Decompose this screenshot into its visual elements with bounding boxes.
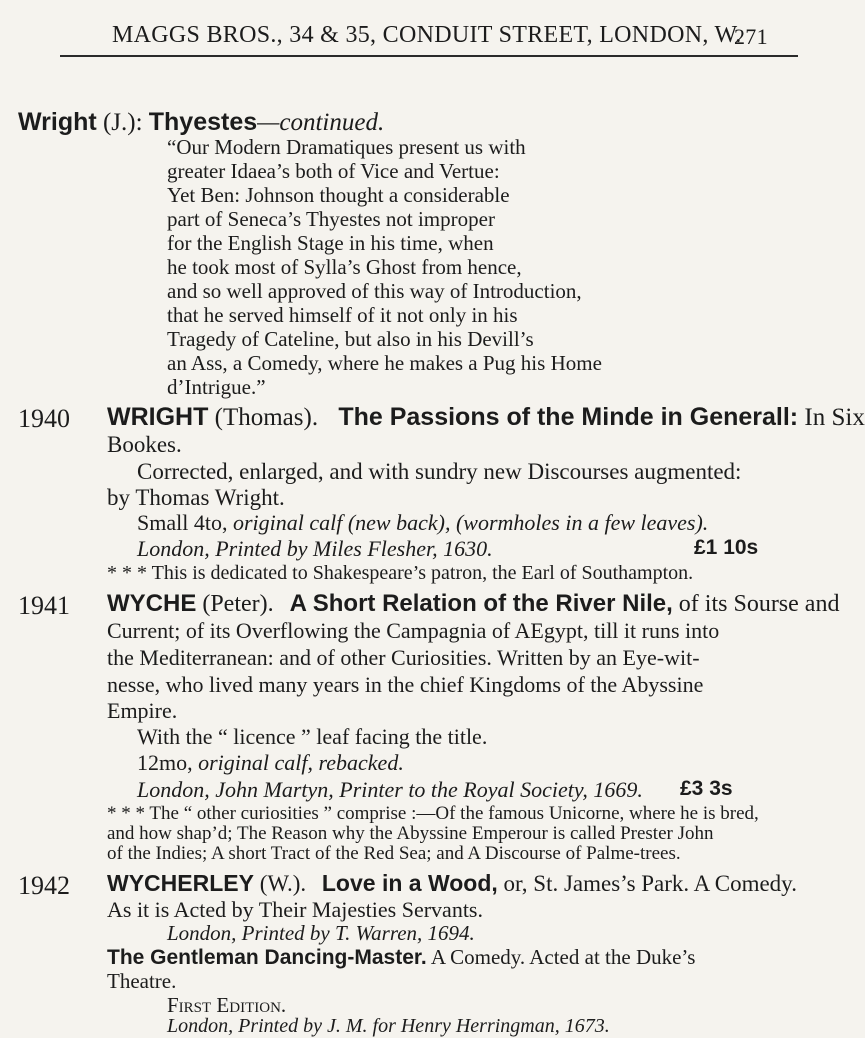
note-line: * * * This is dedicated to Shakespeare’s patron, the Earl of Southampton. [107,562,694,584]
quote-line: an Ass, a Comedy, where he makes a Pug his Home [167,351,602,375]
author-detail: (J.): [96,109,149,136]
lot-number: 1941 [18,591,70,620]
note-line: * * * The “ other curiosities ” comprise :—Of the famous Unicorne, where he is bred, [107,803,759,824]
description-line: by Thomas Wright. [107,485,285,510]
format-line [137,510,708,536]
author-detail: (Thomas). [208,404,319,431]
title-continuation: A Comedy. Acted at the Duke’s [426,945,696,969]
entry-heading [18,108,384,137]
imprint-line: London, Printed by T. Warren, 1694. [167,921,475,945]
description-line: nesse, who lived many years in the chief Kingdoms of the Abyssine [107,672,704,697]
author-name: WYCHERLEY [107,870,254,896]
book-title: Thyestes [148,108,258,136]
title-continuation: or, St. James’s Park. A Comedy. [497,871,797,896]
format-size: 12mo, [137,750,199,775]
entry-heading [107,945,695,970]
book-title: Love in a Wood, [321,870,498,896]
header-title: MAGGS BROS., 34 & 35, CONDUIT STREET, LONDON, W. [112,22,742,48]
description-line: As it is Acted by Their Majesties Servants. [107,897,483,922]
author-name: WYCHE [107,590,197,617]
description-line: Current; of its Overflowing the Campagnia of AEgypt, till it runs into [107,618,720,643]
title-continuation: In Six [798,404,865,431]
continued-label: —continued. [257,109,385,136]
entry-heading [107,403,865,432]
description-line: Empire. [107,698,178,723]
description-line: Theatre. [107,969,177,993]
price: £3 3s [680,777,733,800]
binding: original calf (new back), (wormholes in a few leaves). [232,510,709,535]
edition-line: First Edition. [167,993,287,1017]
imprint-line: London, Printed by J. M. for Henry Herringman, 1673. [167,1015,610,1037]
book-title: The Passions of the Minde in Generall: [338,403,799,431]
binding: original calf, rebacked. [198,750,404,775]
quote-line: greater Idaea’s both of Vice and Vertue: [167,159,500,183]
quote-line: and so well approved of this way of Introduction, [167,279,582,303]
quote-line: Tragedy of Cateline, but also in his Devill’s [167,327,534,351]
book-title: The Gentleman Dancing-Master. [107,946,427,969]
lot-number: 1942 [18,871,70,900]
lot-number: 1940 [18,404,70,433]
quote-line: “Our Modern Dramatiques present us with [167,135,526,159]
entry-heading [107,590,839,618]
author-detail: (Peter). [196,591,274,617]
quote-line: for the English Stage in his time, when [167,231,494,255]
running-header [0,12,801,48]
description-line: Bookes. [107,432,182,457]
quote-line: part of Seneca’s Thyestes not improper [167,207,495,231]
author-detail: (W.). [253,871,307,896]
quote-line: Yet Ben: Johnson thought a considerable [167,183,510,207]
quote-line: he took most of Sylla’s Ghost from hence, [167,255,522,279]
author-name: WRIGHT [107,403,209,431]
book-title: A Short Relation of the River Nile, [289,590,673,617]
note-line: and how shap’d; The Reason why the Abyssine Emperour is called Prester John [107,823,714,844]
price: £1 10s [694,536,759,559]
author-name: Wright [18,108,97,136]
description-line: With the “ licence ” leaf facing the title. [137,724,488,749]
note-line: of the Indies; A short Tract of the Red Sea; and A Discourse of Palme-trees. [107,843,681,864]
description-line: the Mediterranean: and of other Curiosities. Written by an Eye-wit- [107,645,700,670]
quote-line: d’Intrigue.” [167,375,266,399]
format-line [137,750,404,776]
imprint-line: London, John Martyn, Printer to the Royal Society, 1669. [137,777,643,802]
title-continuation: of its Sourse and [672,591,840,617]
header-rule [60,55,798,57]
imprint-line: London, Printed by Miles Flesher, 1630. [137,536,493,561]
format-size: Small 4to, [137,510,233,535]
quote-line: that he served himself of it not only in his [167,303,518,327]
description-line: Corrected, enlarged, and with sundry new Discourses augmented: [137,459,742,484]
page-number: 271 [734,24,768,49]
entry-heading [107,870,797,897]
